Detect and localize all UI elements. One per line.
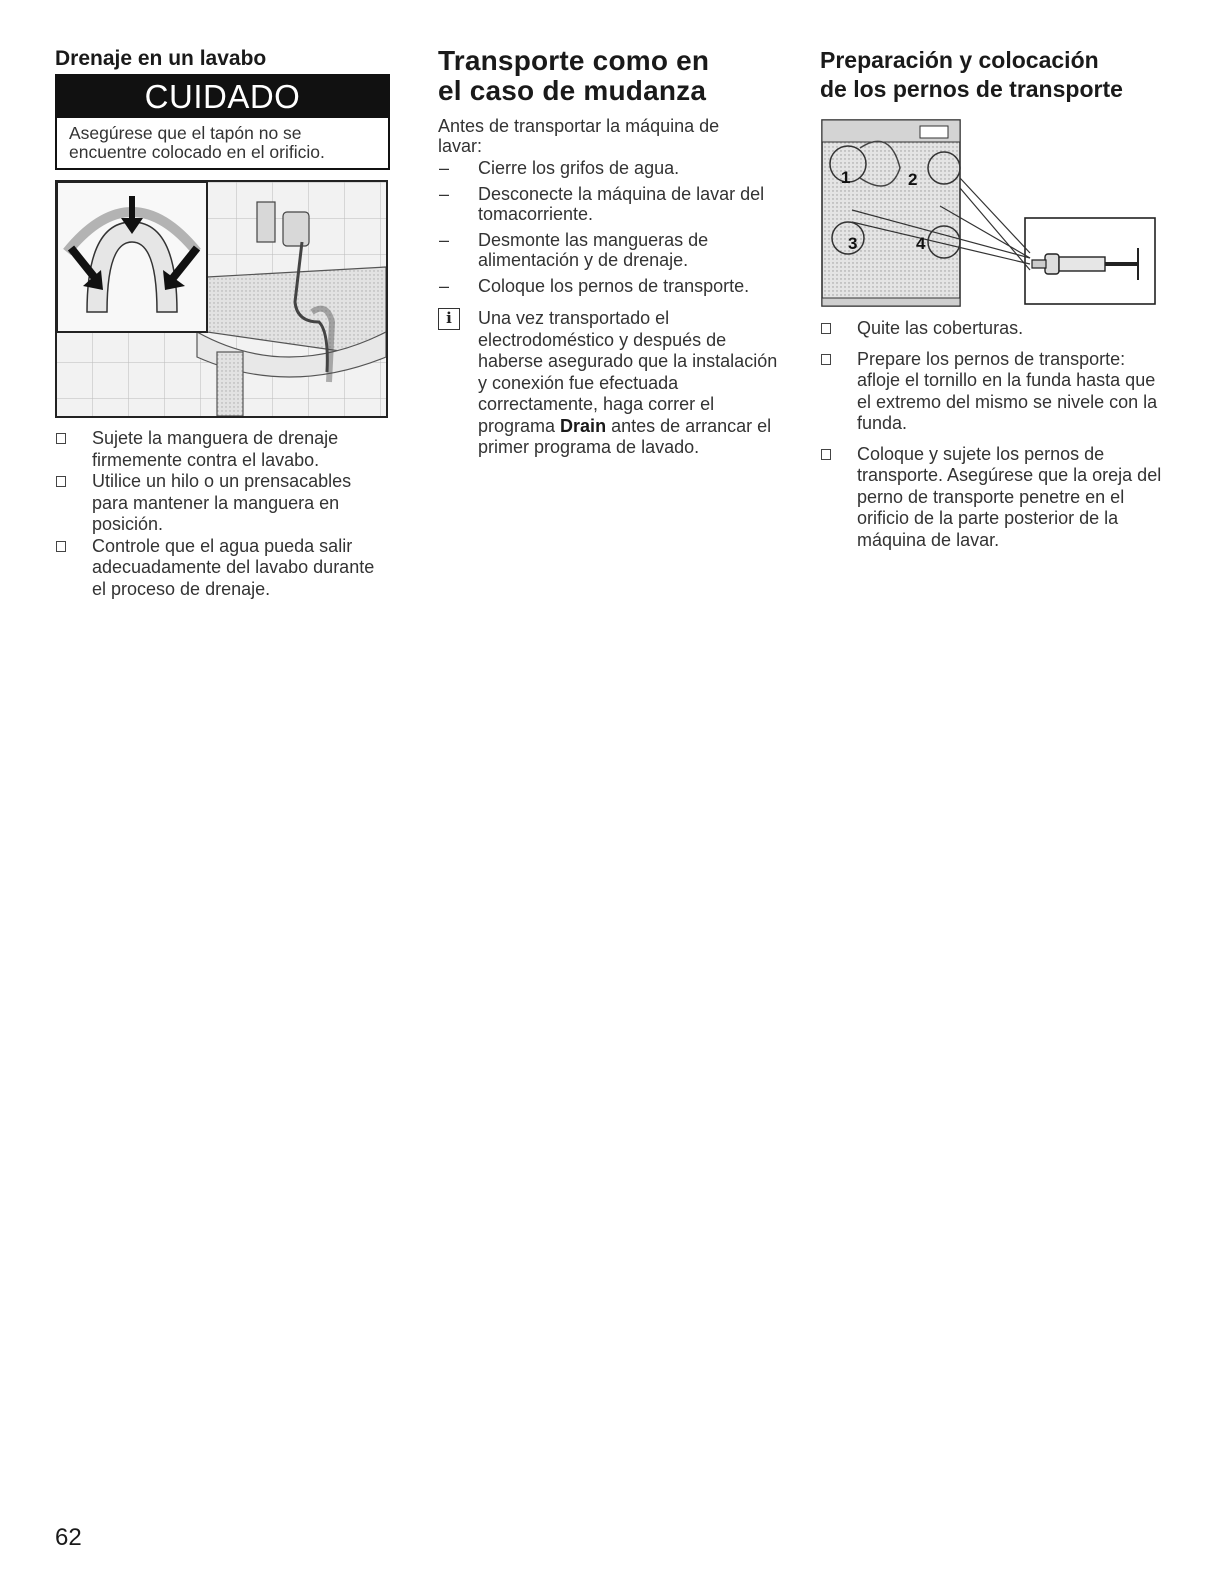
list-item [55, 471, 390, 536]
column-transport [438, 46, 778, 459]
transport-bolt-checklist [820, 318, 1165, 551]
dash-marker: – [439, 158, 450, 178]
checkbox-icon [56, 433, 66, 444]
checkbox-icon [56, 476, 66, 487]
list-item-text: Desmonte las mangueras de alimentación y de drenaje. [478, 230, 709, 270]
dash-marker: – [439, 230, 450, 250]
info-icon: i [438, 308, 460, 330]
list-item [438, 230, 778, 270]
list-item [820, 318, 1165, 340]
figure-label-3: 3 [848, 234, 858, 253]
list-item-text: Sujete la manguera de drenaje firmemente contra el lavabo. [92, 428, 339, 470]
sink-hose-drawing [57, 182, 386, 416]
list-item-text: Coloque y sujete los pernos de transporte. Asegúrese que la oreja del perno de transporte penetre en el orificio de la parte posterior de la máquina de lavar. [857, 443, 1162, 550]
dash-marker: – [439, 276, 450, 296]
info-program-name: Drain [560, 415, 607, 436]
washer-rear-drawing [820, 118, 1165, 314]
checkbox-icon [56, 541, 66, 552]
list-item [438, 158, 778, 178]
heading-line-2: de los pernos de transporte [820, 76, 1123, 102]
section-heading-bolts [820, 46, 1165, 104]
checkbox-icon [821, 354, 831, 365]
list-item [820, 444, 1165, 552]
list-item-text: Prepare los pernos de transporte: afloje el tornillo en la funda hasta que el extremo del mismo se nivele con la funda. [857, 348, 1158, 433]
sink-drain-checklist [55, 428, 390, 600]
list-item-text: Controle que el agua pueda salir adecuadamente del lavabo durante el proceso de drenaje. [92, 535, 375, 599]
list-item [55, 536, 390, 601]
column-sink-drain [55, 46, 390, 600]
list-item [820, 349, 1165, 435]
column-transport-bolts [820, 46, 1165, 551]
list-item-text: Cierre los grifos de agua. [478, 158, 680, 178]
checkbox-icon [821, 323, 831, 334]
transport-intro: Antes de transportar la máquina de lavar: [438, 116, 720, 156]
list-item [438, 276, 778, 296]
transport-steps [438, 158, 778, 296]
page-number: 62 [55, 1524, 82, 1551]
caution-title: CUIDADO [57, 76, 388, 118]
list-item-text: Desconecte la máquina de lavar del tomacorriente. [478, 184, 765, 224]
figure-label-1: 1 [841, 168, 851, 187]
sink-drain-illustration [55, 180, 388, 418]
list-item-text: Coloque los pernos de transporte. [478, 276, 750, 296]
list-item-text: Quite las coberturas. [857, 318, 1024, 338]
heading-line-1: Transporte como en [438, 45, 710, 76]
transport-bolt-illustration [820, 118, 1165, 314]
list-item [438, 184, 778, 224]
info-text-end: antes de arrancar el primer programa de lavado. [478, 415, 772, 457]
figure-label-4: 4 [916, 234, 926, 253]
caution-box [55, 74, 390, 170]
checkbox-icon [821, 449, 831, 460]
section-heading-transport [438, 46, 778, 106]
info-note [438, 308, 778, 459]
figure-label-2: 2 [908, 170, 918, 189]
caution-text: Asegúrese que el tapón no se encuentre colocado en el orificio. [69, 123, 325, 162]
heading-line-1: Preparación y colocación [820, 47, 1099, 73]
heading-line-2: el caso de mudanza [438, 75, 707, 106]
list-item [55, 428, 390, 471]
dash-marker: – [439, 184, 450, 204]
section-heading-sink-drain: Drenaje en un lavabo [55, 47, 267, 70]
list-item-text: Utilice un hilo o un prensacables para mantener la manguera en posición. [92, 471, 352, 534]
info-text-start: Una vez transportado el electrodoméstico y después de haberse asegurado que la instalación y conexión fue efectuada correctamente, haga correr el programa [478, 308, 778, 436]
